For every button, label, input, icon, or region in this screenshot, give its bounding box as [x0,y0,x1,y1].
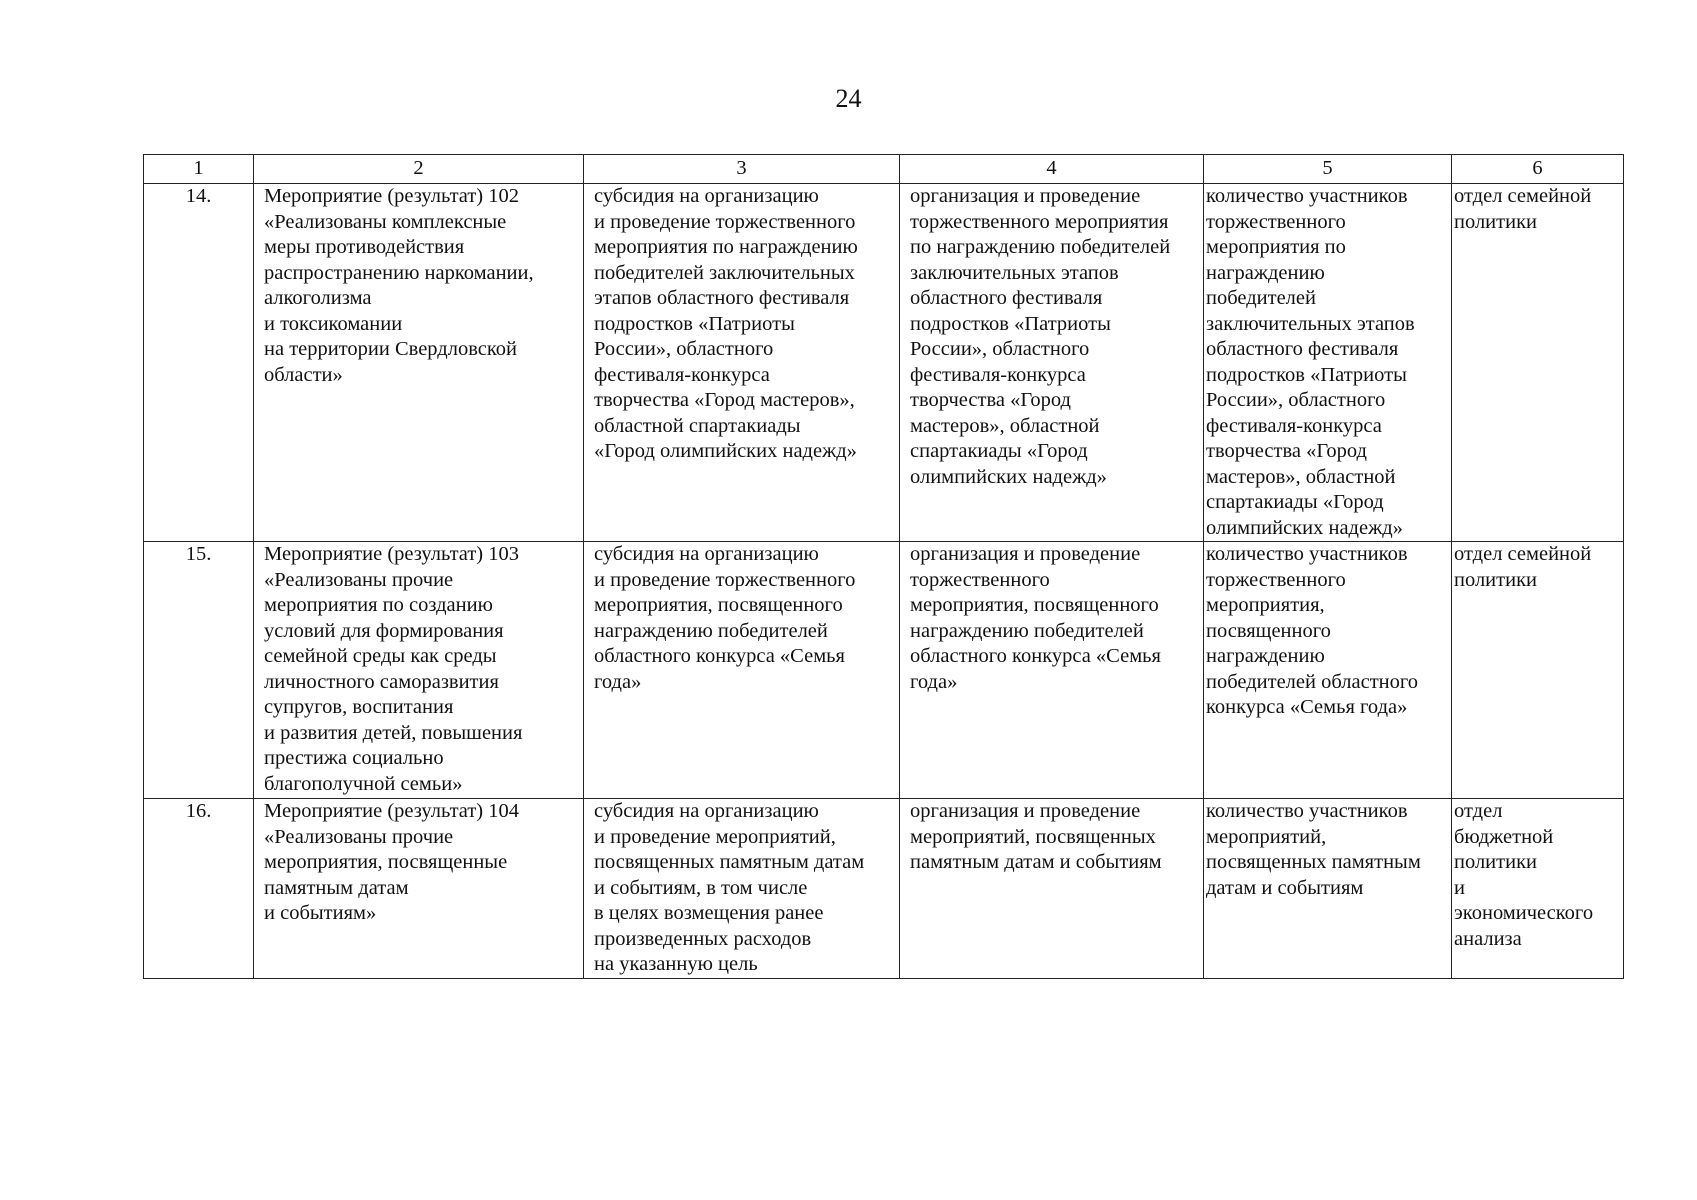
subsidy-cell: субсидия на организацию и проведение торжественного мероприятия, посвященного награждению победителей областного конкурса «Семья года» [584,542,900,799]
activity-cell: организация и проведение торжественного мероприятия, посвященного награждению победителей областного конкурса «Семья года» [900,542,1204,799]
column-header: 1 [144,155,254,184]
measure-name-cell: Мероприятие (результат) 104 «Реализованы прочие мероприятия, посвященные памятным датам и событиям» [254,799,584,979]
page-number: 24 [835,84,862,113]
activity-cell: организация и проведение мероприятий, посвященных памятным датам и событиям [900,799,1204,979]
department-cell: отдел бюджетной политики и экономического анализа [1452,799,1624,979]
table-row [144,184,1624,542]
measures-table [143,154,1624,979]
measure-name-cell: Мероприятие (результат) 103 «Реализованы прочие мероприятия по созданию условий для формирования семейной среды как среды личностного саморазвития супругов, воспитания и развития детей, повышения престижа социально благополучной семьи» [254,542,584,799]
column-header: 3 [584,155,900,184]
table-row [144,799,1624,979]
column-header: 5 [1204,155,1452,184]
indicator-cell: количество участников мероприятий, посвященных памятным датам и событиям [1204,799,1452,979]
department-cell: отдел семейной политики [1452,184,1624,542]
measure-name-cell: Мероприятие (результат) 102 «Реализованы комплексные меры противодействия распространению наркомании, алкоголизма и токсикомании на территории Свердловской области» [254,184,584,542]
column-header: 2 [254,155,584,184]
indicator-cell: количество участников торжественного мероприятия, посвященного награждению победителей областного конкурса «Семья года» [1204,542,1452,799]
activity-cell: организация и проведение торжественного мероприятия по награждению победителей заключительных этапов областного фестиваля подростков «Патриоты России», областного фестиваля-конкурса творчества «Город мастеров», областной спартакиады «Город олимпийских надежд» [900,184,1204,542]
table-row [144,542,1624,799]
subsidy-cell: субсидия на организацию и проведение мероприятий, посвященных памятным датам и событиям, в том числе в целях возмещения ранее произведенных расходов на указанную цель [584,799,900,979]
department-cell: отдел семейной политики [1452,542,1624,799]
table-header-row [144,155,1624,184]
indicator-cell: количество участников торжественного мероприятия по награждению победителей заключительных этапов областного фестиваля подростков «Патриоты России», областного фестиваля-конкурса творчества «Город мастеров», областной спартакиады «Город олимпийских надежд» [1204,184,1452,542]
row-number-cell: 14. [144,184,254,542]
row-number-cell: 15. [144,542,254,799]
row-number-cell: 16. [144,799,254,979]
column-header: 4 [900,155,1204,184]
subsidy-cell: субсидия на организацию и проведение торжественного мероприятия по награждению победителей заключительных этапов областного фестиваля подростков «Патриоты России», областного фестиваля-конкурса творчества «Город мастеров», областной спартакиады «Город олимпийских надежд» [584,184,900,542]
column-header: 6 [1452,155,1624,184]
